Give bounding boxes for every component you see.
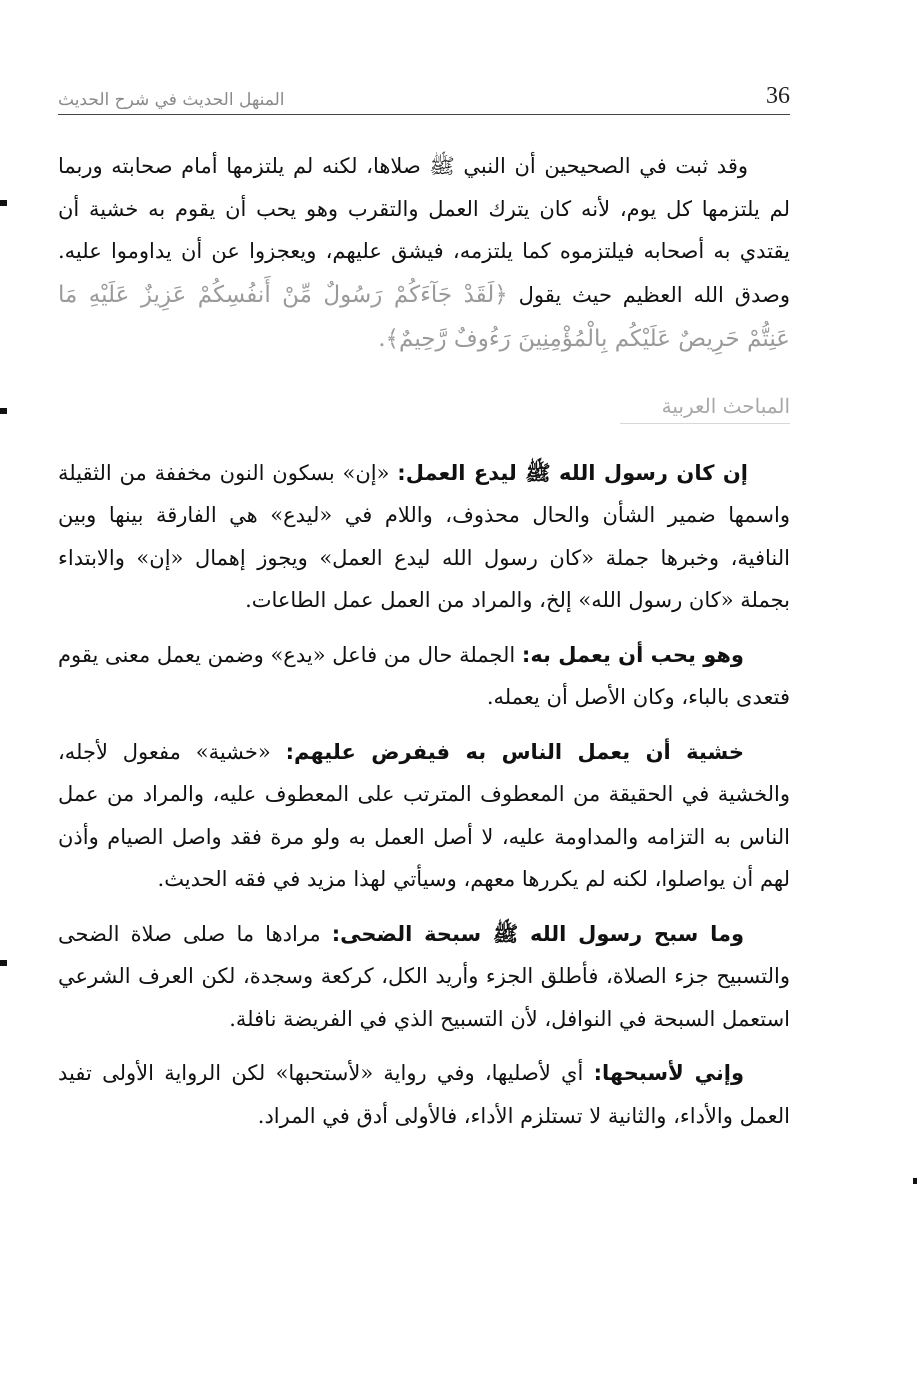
entry-text: أي لأصليها، وفي رواية «لأستحبها» لكن الرواية الأولى تفيد العمل والأداء، والثانية لا تستلزم الأداء، فالأولى أدق في المراد. [58, 1061, 790, 1128]
entry-lemma: وإني لأسبحها: [593, 1061, 744, 1085]
commentary-entry [58, 731, 790, 901]
commentary-entry [58, 452, 790, 622]
entry-text: «إن» بسكون النون مخففة من الثقيلة واسمها ضمير الشأن والحال محذوف، واللام في «ليدع» هي الفارقة بينها وبين النافية، وخبرها جملة «كان رسول الله ليدع العمل» ويجوز إهمال «إن» والابتداء بجملة «كان رسول الله» إلخ، والمراد من العمل عمل الطاعات. [58, 460, 790, 612]
intro-text: وقد ثبت في الصحيحين أن النبي ﷺ صلاها، لكنه لم يلتزمها أمام صحابته وربما لم يلتزمها كل يوم، لأنه كان يترك العمل والتقرب وهو يحب أن يقوم به خشية أن يقتدي به أصحابه فيلتزموه كما يلتزمه، فيشق عليهم، ويعجزوا عن أن يداوموا عليه. وصدق الله العظيم حيث يقول [58, 154, 790, 307]
scan-artifact [0, 200, 7, 206]
entry-text: مرادها ما صلى صلاة الضحى والتسبيح جزء الصلاة، فأطلق الجزء وأريد الكل، كركعة وسجدة، لكن العرف الشرعي استعمل السبحة في النوافل، لأن التسبيح الذي في الفريضة نافلة. [58, 921, 790, 1031]
section-heading: المباحث العربية [620, 389, 790, 424]
page-number: 36 [766, 83, 790, 109]
commentary-entry [58, 1052, 790, 1137]
scan-artifact [913, 1178, 917, 1184]
quran-verse: ﴿لَقَدْ جَآءَكُمْ رَسُولٌ مِّنْ أَنفُسِكُمْ عَزِيزٌ عَلَيْهِ مَا عَنِتُّمْ حَرِيصٌ عَلَيْكُم بِالْمُؤْمِنِينَ رَءُوفٌ رَّحِيمٌ﴾. [58, 281, 790, 352]
page-body [58, 145, 790, 1149]
running-header [58, 78, 790, 115]
commentary-entry [58, 634, 790, 719]
intro-paragraph [58, 145, 790, 361]
entry-lemma: وما سبح رسول الله ﷺ سبحة الضحى: [331, 921, 745, 946]
commentary-entry [58, 913, 790, 1041]
entry-lemma: وهو يحب أن يعمل به: [521, 642, 744, 667]
entry-lemma: خشية أن يعمل الناس به فيفرض عليهم: [285, 739, 744, 764]
scan-artifact [0, 408, 7, 414]
scan-artifact [0, 960, 7, 966]
entry-lemma: إن كان رسول الله ﷺ ليدع العمل: [397, 460, 748, 485]
entry-text: الجملة حال من فاعل «يدع» وضمن يعمل معنى يقوم فتعدى بالباء، وكان الأصل أن يعمله. [58, 642, 790, 709]
book-title: المنهل الحديث في شرح الحديث [58, 90, 285, 110]
entry-text: «خشية» مفعول لأجله، والخشية في الحقيقة من المعطوف المترتب على المعطوف عليه، والمراد من عمل الناس به التزامه والمداومة عليه، لا أصل العمل به ولو مرة فقد واصل الصيام وأذن لهم أن يواصلوا، لكنه لم يكررها معهم، وسيأتي لهذا مزيد في فقه الحديث. [58, 739, 790, 891]
